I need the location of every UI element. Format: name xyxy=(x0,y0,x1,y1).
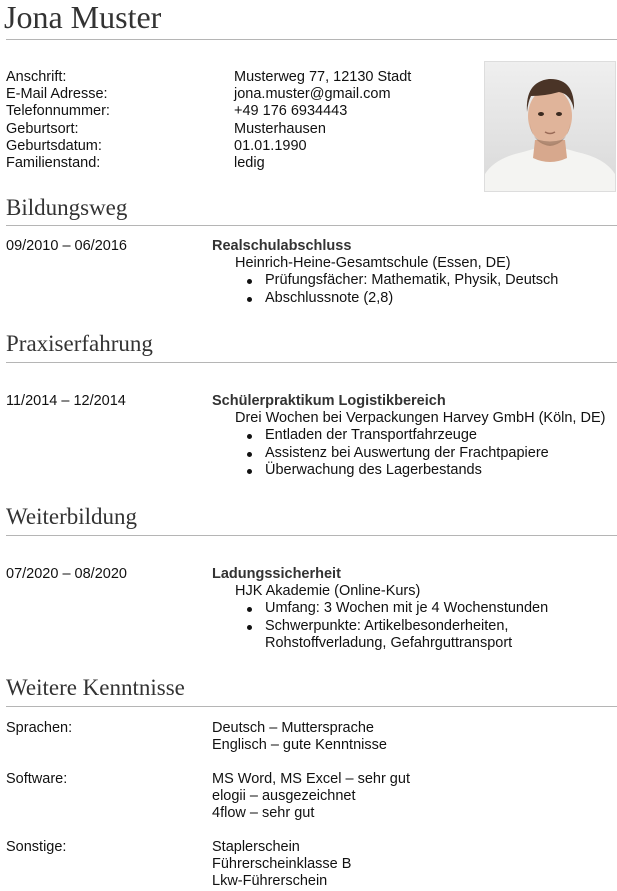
list-item xyxy=(265,618,548,652)
section-heading-skills: Weitere Kenntnisse xyxy=(6,675,185,700)
other-skill-item: Lkw-Führerschein xyxy=(212,873,328,890)
divider xyxy=(6,225,617,226)
email-label: E-Mail Adresse: xyxy=(6,86,108,103)
education-bullets xyxy=(212,272,558,306)
divider xyxy=(6,706,617,707)
section-heading-education: Bildungsweg xyxy=(6,195,128,220)
other-skill-item: Staplerschein xyxy=(212,839,300,855)
personal-info-labels xyxy=(6,69,110,172)
languages-label: Sprachen: xyxy=(6,720,73,736)
email-value: jona.muster@gmail.com xyxy=(234,86,391,103)
experience-entry xyxy=(212,393,605,479)
address-label: Anschrift: xyxy=(6,69,67,85)
education-title: Realschulabschluss xyxy=(212,238,352,254)
software-item: MS Word, MS Excel – sehr gut xyxy=(212,771,410,787)
birthdate-value: 01.01.1990 xyxy=(234,137,307,154)
divider xyxy=(6,362,617,363)
divider xyxy=(6,39,617,40)
other-skills-label: Sonstige: xyxy=(6,839,67,855)
marital-status-value: ledig xyxy=(234,155,265,172)
divider xyxy=(6,535,617,536)
software-item: 4flow – sehr gut xyxy=(212,805,315,822)
section-heading-experience: Praxiserfahrung xyxy=(6,331,153,356)
experience-company: Drei Wochen bei Verpackungen Harvey GmbH (Köln, DE) xyxy=(235,410,606,427)
phone-label: Telefonnummer: xyxy=(6,103,110,120)
section-heading-training: Weiterbildung xyxy=(6,504,138,529)
personal-info-values xyxy=(234,69,411,172)
languages-list xyxy=(212,720,387,754)
education-date: 09/2010 – 06/2016 xyxy=(6,238,127,254)
phone-value: +49 176 6934443 xyxy=(234,103,348,120)
education-school: Heinrich-Heine-Gesamtschule (Essen, DE) xyxy=(235,255,511,272)
experience-bullets xyxy=(212,427,605,479)
education-entry xyxy=(212,238,558,307)
training-bullets xyxy=(212,600,548,652)
list-item-line: Schwerpunkte: Artikelbesonderheiten, xyxy=(265,617,509,634)
experience-title: Schülerpraktikum Logistikbereich xyxy=(212,393,446,409)
list-item: Überwachung des Lagerbestands xyxy=(265,462,605,479)
birthdate-label: Geburtsdatum: xyxy=(6,137,102,154)
other-skills-list xyxy=(212,839,351,891)
page-title: Jona Muster xyxy=(4,0,162,35)
marital-status-label: Familienstand: xyxy=(6,155,101,172)
training-title: Ladungssicherheit xyxy=(212,566,341,582)
list-item: Abschlussnote (2,8) xyxy=(265,290,558,307)
training-entry xyxy=(212,566,548,652)
birthplace-value: Musterhausen xyxy=(234,120,326,137)
language-item: Deutsch – Muttersprache xyxy=(212,720,374,736)
experience-date: 11/2014 – 12/2014 xyxy=(6,393,126,409)
language-item: Englisch – gute Kenntnisse xyxy=(212,737,387,754)
list-item: Umfang: 3 Wochen mit je 4 Wochenstunden xyxy=(265,600,549,617)
address-value: Musterweg 77, 12130 Stadt xyxy=(234,69,412,85)
birthplace-label: Geburtsort: xyxy=(6,120,79,137)
software-label: Software: xyxy=(6,771,68,787)
training-provider: HJK Akademie (Online-Kurs) xyxy=(235,583,421,600)
profile-photo xyxy=(484,61,616,192)
software-item: elogii – ausgezeichnet xyxy=(212,788,356,805)
list-item: Assistenz bei Auswertung der Frachtpapiere xyxy=(265,445,605,462)
list-item: Prüfungsfächer: Mathematik, Physik, Deutsch xyxy=(265,272,559,289)
list-item: Entladen der Transportfahrzeuge xyxy=(265,427,605,444)
portrait-image xyxy=(485,62,615,191)
software-list xyxy=(212,771,410,823)
other-skill-item: Führerscheinklasse B xyxy=(212,856,352,873)
training-date: 07/2020 – 08/2020 xyxy=(6,566,127,582)
list-item-line: Rohstoffverladung, Gefahrguttransport xyxy=(265,634,513,651)
